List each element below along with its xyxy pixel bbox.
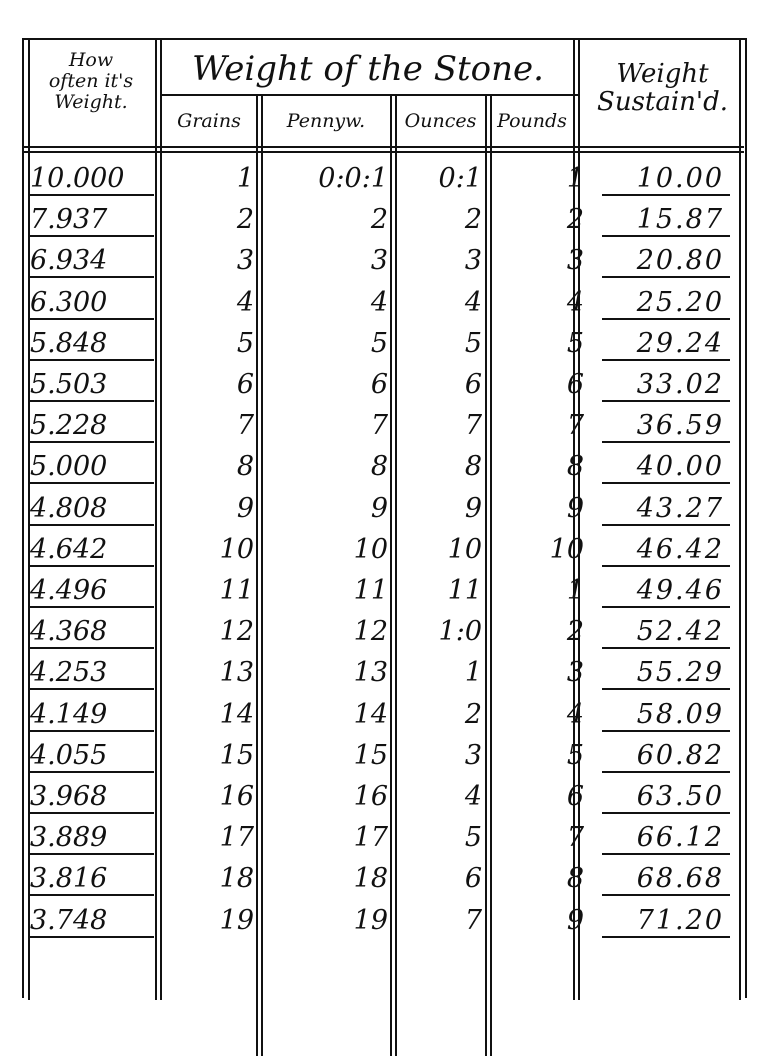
row-underline [30, 606, 154, 608]
pennyweight-cell: 0:0:1 [318, 163, 388, 194]
pennyweight-cell: 16 [353, 781, 388, 812]
header-weight-sustained-line1: Weight [616, 59, 709, 89]
pounds-cell: 3 [566, 657, 584, 689]
row-underline [30, 441, 154, 443]
row-underline [30, 688, 154, 690]
table-row [24, 407, 746, 444]
grains-cell: 17 [219, 822, 254, 854]
row-underline [30, 565, 154, 567]
pounds-cell: 2 [566, 204, 584, 236]
row-underline [602, 606, 730, 608]
ounces-cell: 7 [464, 410, 482, 442]
row-underline [30, 894, 154, 896]
ounces-cell: 1 [464, 657, 482, 689]
pennyweight-cell: 13 [353, 657, 388, 689]
weight-sustained-cell: 55.29 [636, 657, 724, 689]
how-often-cell: 3.968 [30, 781, 108, 812]
pennyweight-cell: 19 [353, 904, 388, 936]
pennyweight-cell: 8 [370, 451, 388, 483]
grains-cell: 8 [236, 451, 254, 483]
table-row [24, 613, 746, 650]
row-underline [602, 936, 730, 938]
weight-sustained-cell: 71.20 [636, 904, 724, 936]
header-weight-sustained-line2: Sustain'd. [597, 87, 728, 117]
header-pounds: Pounds [497, 110, 567, 132]
table-row [24, 160, 746, 197]
pounds-cell: 1 [566, 163, 584, 194]
how-often-cell: 5.503 [30, 369, 108, 400]
pounds-cell: 8 [566, 863, 584, 895]
row-underline [602, 853, 730, 855]
pounds-cell: 4 [566, 286, 584, 318]
ounces-cell: 2 [464, 204, 482, 236]
table-row [24, 201, 746, 238]
how-often-cell: 5.228 [30, 410, 108, 442]
ounces-cell: 6 [464, 369, 482, 400]
header-weight-of-stone: Weight of the Stone. [192, 49, 544, 89]
how-often-cell: 4.642 [30, 533, 108, 565]
how-often-cell: 7.937 [30, 204, 108, 236]
grains-cell: 9 [236, 492, 254, 524]
pennyweight-cell: 9 [370, 492, 388, 524]
header-pennyweight: Pennyw. [286, 110, 366, 132]
pennyweight-cell: 17 [353, 822, 388, 854]
how-often-cell: 3.889 [30, 822, 108, 854]
how-often-cell: 5.000 [30, 451, 108, 483]
grains-cell: 14 [219, 698, 254, 730]
row-underline [602, 235, 730, 237]
row-underline [30, 359, 154, 361]
row-underline [30, 730, 154, 732]
pennyweight-cell: 3 [370, 245, 388, 277]
row-underline [602, 647, 730, 649]
ounces-cell: 3 [464, 739, 482, 771]
header-divider [160, 94, 578, 96]
table-row [24, 572, 746, 609]
pounds-cell: 3 [566, 245, 584, 277]
pennyweight-cell: 15 [353, 739, 388, 771]
how-often-cell: 4.368 [30, 616, 108, 648]
row-underline [30, 276, 154, 278]
grains-cell: 12 [219, 616, 254, 648]
pounds-cell: 2 [566, 616, 584, 648]
grains-cell: 5 [236, 327, 254, 359]
pounds-cell: 9 [566, 904, 584, 936]
row-underline [602, 771, 730, 773]
ounces-cell: 8 [464, 451, 482, 483]
row-underline [602, 400, 730, 402]
header-bottom-rule [24, 146, 744, 148]
pounds-cell: 6 [566, 369, 584, 400]
table-row [24, 490, 746, 527]
header-how-often [26, 50, 156, 113]
row-underline [30, 812, 154, 814]
header-how-often-line1: How [68, 49, 114, 71]
weight-sustained-cell: 33.02 [636, 369, 724, 400]
table-row [24, 737, 746, 774]
row-underline [30, 647, 154, 649]
how-often-cell: 4.808 [30, 492, 108, 524]
how-often-cell: 6.934 [30, 245, 108, 277]
grains-cell: 4 [236, 286, 254, 318]
row-underline [30, 482, 154, 484]
how-often-cell: 5.848 [30, 327, 108, 359]
how-often-cell: 3.748 [30, 904, 108, 936]
pounds-cell: 7 [566, 822, 584, 854]
grains-cell: 6 [236, 369, 254, 400]
how-often-cell: 3.816 [30, 863, 108, 895]
grains-cell: 1 [236, 163, 254, 194]
table-row [24, 448, 746, 485]
table-row [24, 860, 746, 897]
grains-cell: 18 [219, 863, 254, 895]
weight-sustained-cell: 15.87 [636, 204, 724, 236]
row-underline [602, 318, 730, 320]
row-underline [602, 730, 730, 732]
row-underline [602, 688, 730, 690]
table-row [24, 696, 746, 733]
pennyweight-cell: 18 [353, 863, 388, 895]
how-often-cell: 4.496 [30, 575, 108, 606]
pounds-cell: 5 [566, 739, 584, 771]
weight-sustained-cell: 60.82 [636, 739, 724, 771]
weight-sustained-cell: 46.42 [636, 533, 724, 565]
table-row [24, 366, 746, 403]
pounds-cell: 7 [566, 410, 584, 442]
row-underline [30, 400, 154, 402]
header-how-often-line2: often it's [48, 70, 134, 92]
table-row [24, 902, 746, 939]
row-underline [602, 894, 730, 896]
row-underline [602, 359, 730, 361]
pounds-cell: 9 [566, 492, 584, 524]
pounds-cell: 8 [566, 451, 584, 483]
weight-sustained-cell: 58.09 [636, 698, 724, 730]
grains-cell: 7 [236, 410, 254, 442]
weight-sustained-cell: 25.20 [636, 286, 724, 318]
ounces-cell: 0:1 [438, 163, 482, 194]
grains-cell: 16 [219, 781, 254, 812]
row-underline [30, 771, 154, 773]
row-underline [30, 235, 154, 237]
table-row [24, 778, 746, 815]
ounces-cell: 10 [447, 533, 482, 565]
ounces-cell: 5 [464, 327, 482, 359]
pounds-cell: 5 [566, 327, 584, 359]
row-underline [602, 524, 730, 526]
table-row [24, 242, 746, 279]
pounds-cell: 6 [566, 781, 584, 812]
weight-sustained-cell: 36.59 [636, 410, 724, 442]
row-underline [30, 318, 154, 320]
weight-sustained-cell: 63.50 [636, 781, 724, 812]
ounces-cell: 4 [464, 781, 482, 812]
pounds-cell: 10 [549, 533, 584, 565]
grains-cell: 13 [219, 657, 254, 689]
header-grains: Grains [177, 110, 241, 132]
row-underline [30, 194, 154, 196]
pennyweight-cell: 6 [370, 369, 388, 400]
header-bottom-rule [24, 151, 744, 153]
how-often-cell: 10.000 [30, 163, 125, 194]
grains-cell: 3 [236, 245, 254, 277]
weight-sustained-cell: 49.46 [636, 575, 724, 606]
ounces-cell: 6 [464, 863, 482, 895]
row-underline [602, 276, 730, 278]
pounds-cell: 1 [566, 575, 584, 606]
header-weight-sustained [580, 60, 745, 116]
row-underline [602, 194, 730, 196]
how-often-cell: 6.300 [30, 286, 108, 318]
grains-cell: 15 [219, 739, 254, 771]
ounces-cell: 1:0 [438, 616, 482, 648]
ounces-cell: 3 [464, 245, 482, 277]
pennyweight-cell: 2 [370, 204, 388, 236]
weight-sustained-cell: 52.42 [636, 616, 724, 648]
row-underline [30, 524, 154, 526]
row-underline [602, 441, 730, 443]
pennyweight-cell: 10 [353, 533, 388, 565]
ounces-cell: 11 [447, 575, 482, 606]
weight-sustained-cell: 66.12 [636, 822, 724, 854]
pounds-cell: 4 [566, 698, 584, 730]
table-row [24, 325, 746, 362]
weight-sustained-cell: 10.00 [636, 163, 724, 194]
ounces-cell: 2 [464, 698, 482, 730]
pennyweight-cell: 4 [370, 286, 388, 318]
ounces-cell: 9 [464, 492, 482, 524]
weight-sustained-cell: 43.27 [636, 492, 724, 524]
header-ounces: Ounces [404, 110, 477, 132]
row-underline [602, 812, 730, 814]
row-underline [602, 482, 730, 484]
ounces-cell: 5 [464, 822, 482, 854]
header-how-often-line3: Weight. [54, 91, 128, 113]
row-underline [30, 853, 154, 855]
pennyweight-cell: 12 [353, 616, 388, 648]
table-row [24, 654, 746, 691]
pennyweight-cell: 11 [353, 575, 388, 606]
row-underline [30, 936, 154, 938]
table-row [24, 531, 746, 568]
pennyweight-cell: 5 [370, 327, 388, 359]
grains-cell: 2 [236, 204, 254, 236]
how-often-cell: 4.055 [30, 739, 108, 771]
how-often-cell: 4.149 [30, 698, 108, 730]
weight-sustained-cell: 29.24 [636, 327, 724, 359]
pennyweight-cell: 7 [370, 410, 388, 442]
ounces-cell: 4 [464, 286, 482, 318]
grains-cell: 10 [219, 533, 254, 565]
grains-cell: 19 [219, 904, 254, 936]
weight-sustained-cell: 68.68 [636, 863, 724, 895]
row-underline [602, 565, 730, 567]
weight-sustained-cell: 40.00 [636, 451, 724, 483]
table-row [24, 819, 746, 856]
pennyweight-cell: 14 [353, 698, 388, 730]
table-row [24, 284, 746, 321]
how-often-cell: 4.253 [30, 657, 108, 689]
ounces-cell: 7 [464, 904, 482, 936]
grains-cell: 11 [219, 575, 254, 606]
weight-sustained-cell: 20.80 [636, 245, 724, 277]
